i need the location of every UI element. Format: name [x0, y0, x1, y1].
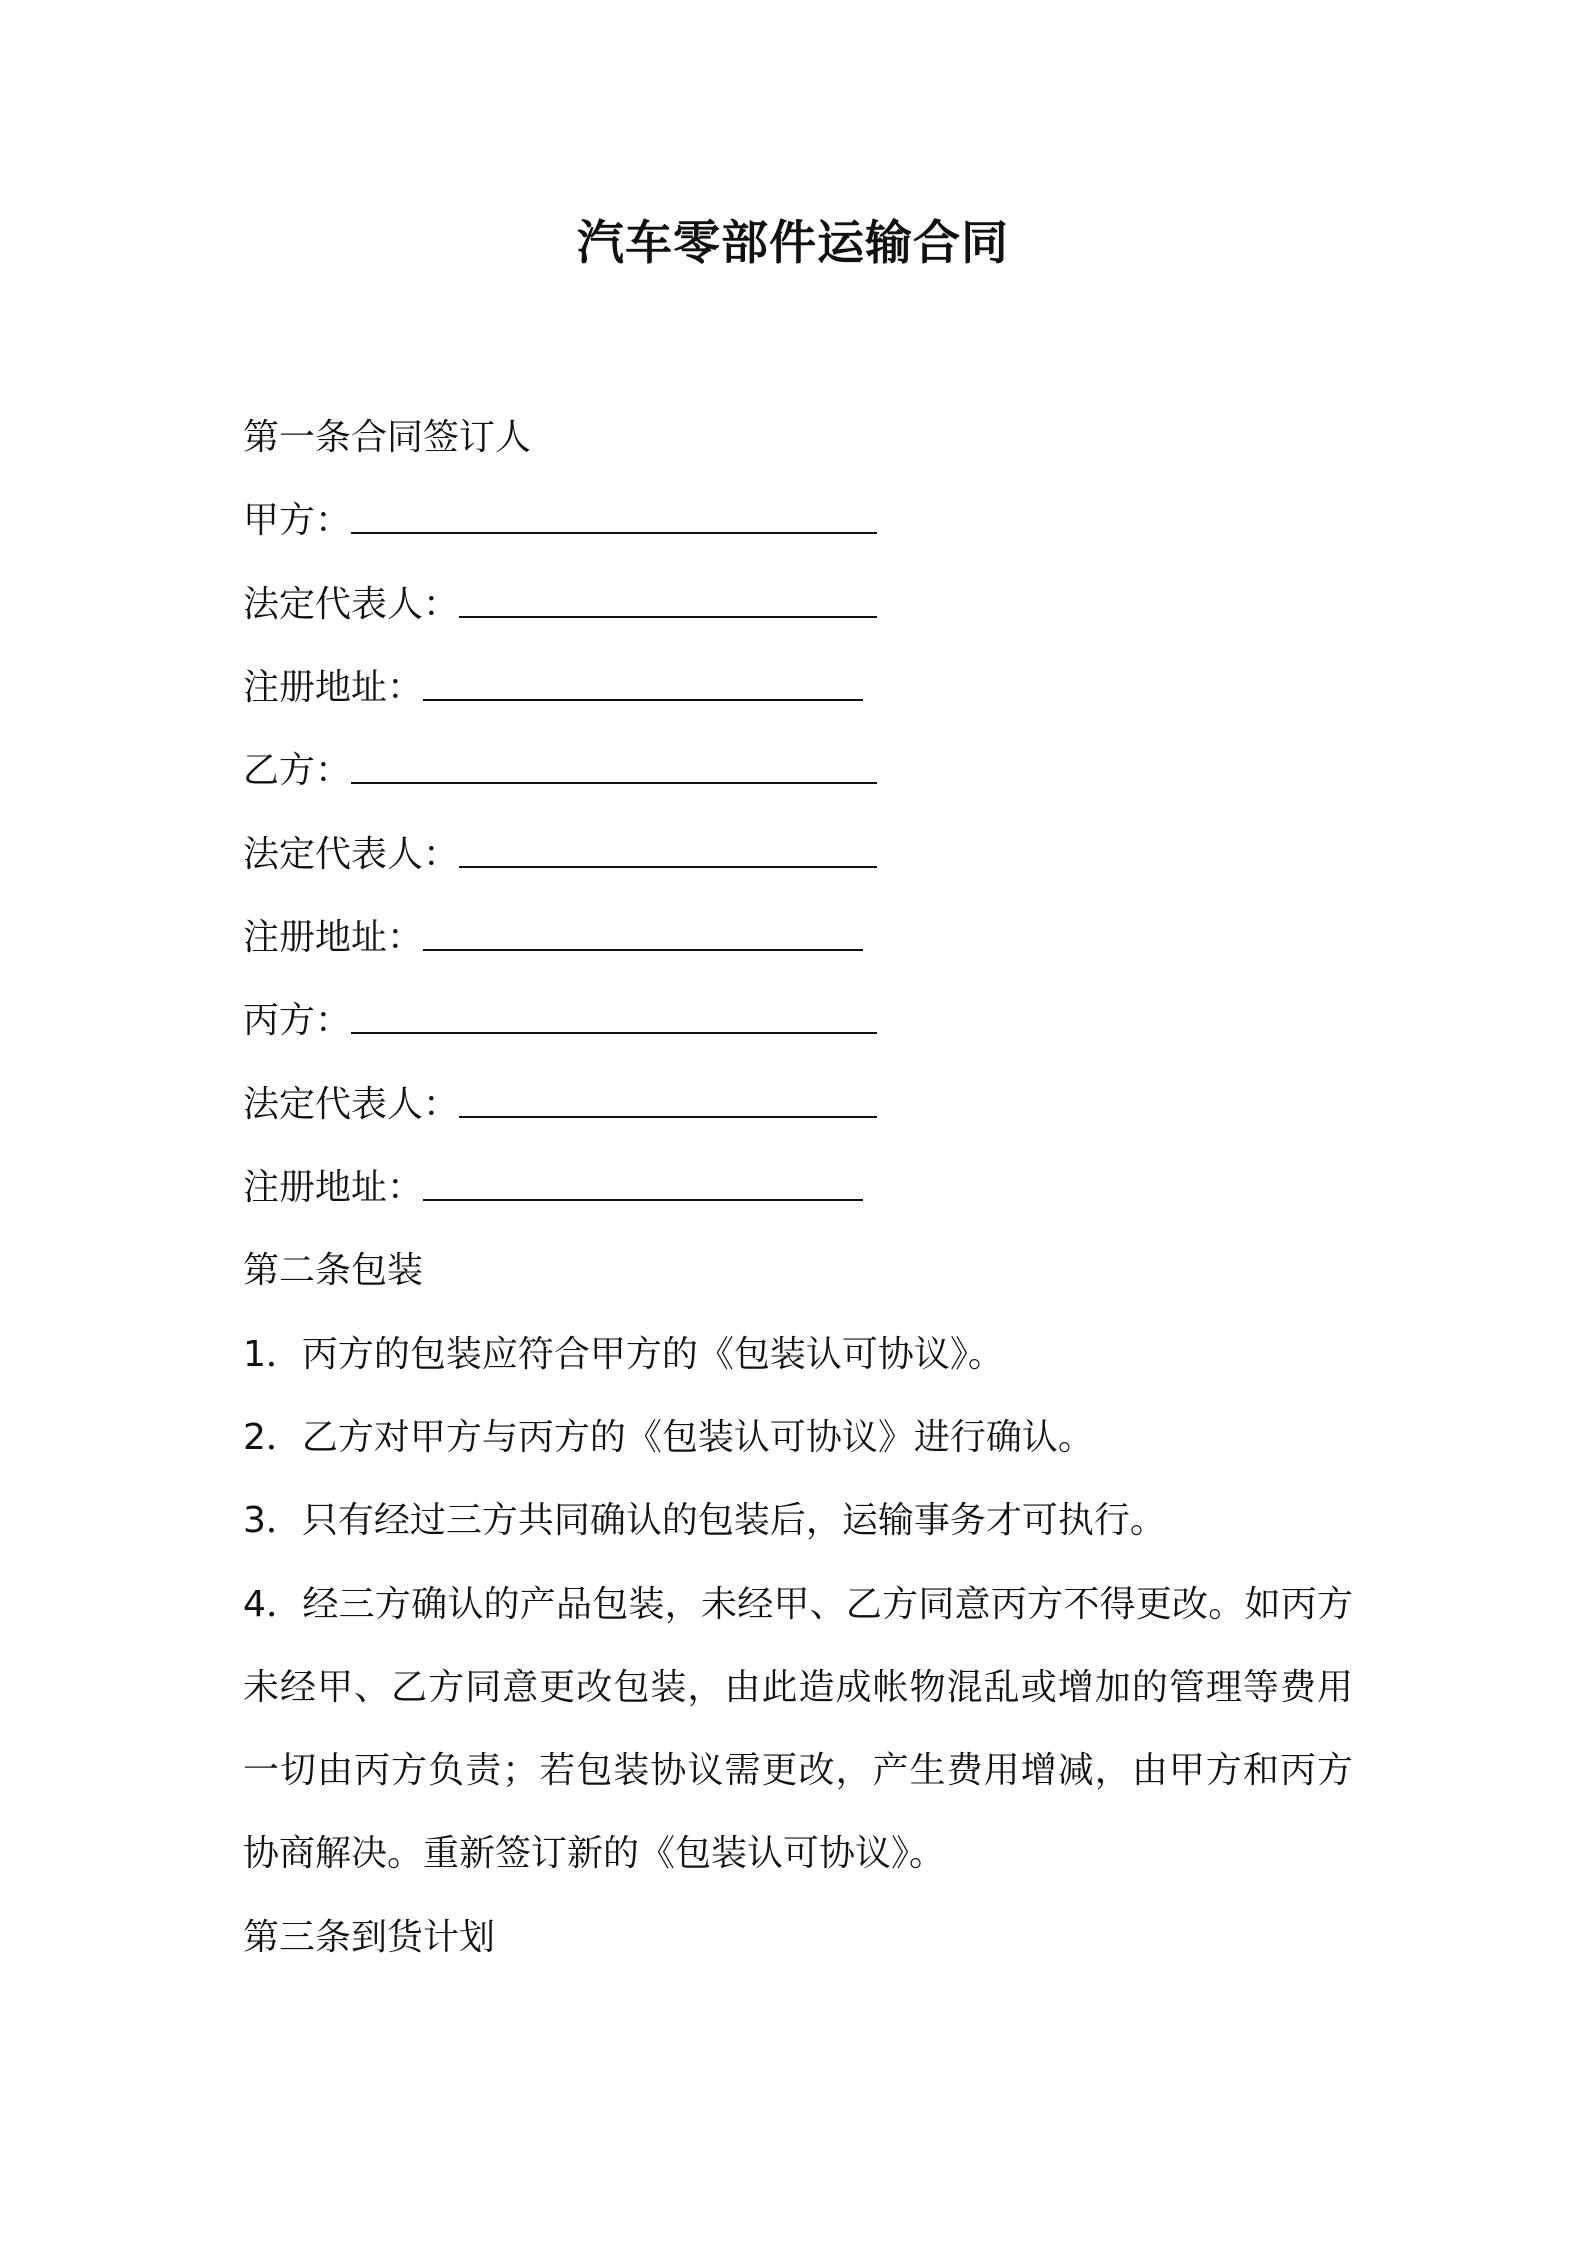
article-3-heading: 第三条到货计划	[243, 1917, 496, 1958]
party-c-representative-label: 法定代表人：	[243, 1084, 460, 1125]
party-a-address-blank-line	[423, 699, 863, 701]
party-b-address-field	[243, 913, 863, 963]
party-b-address-label: 注册地址：	[243, 917, 424, 958]
party-b-blank-line	[351, 782, 877, 784]
party-b-label: 乙方：	[243, 750, 352, 791]
article-1-heading: 第一条合同签订人	[243, 417, 532, 458]
party-b-representative-field	[243, 830, 877, 880]
party-a-address-label: 注册地址：	[243, 667, 424, 708]
party-c-address-field	[243, 1163, 863, 1213]
article-2-item-1: 1．丙方的包装应符合甲方的《包装认可协议》。	[243, 1334, 1004, 1375]
party-c-address-blank-line	[423, 1199, 863, 1201]
party-c-blank-line	[351, 1032, 877, 1034]
party-a-representative-blank-line	[459, 616, 877, 618]
party-b-representative-label: 法定代表人：	[243, 834, 460, 875]
article-2-item-4: 4．经三方确认的产品包装，未经甲、乙方同意丙方不得更改。如丙方未经甲、乙方同意更改包装，由此造成帐物混乱或增加的管理等费用一切由丙方负责；若包装协议需更改，产生费用增减，由甲方和丙方协商解决。重新签订新的《包装认可协议》。	[243, 1584, 1353, 1874]
party-b-address-blank-line	[423, 949, 863, 951]
document-title: 汽车零部件运输合同	[577, 216, 1009, 271]
party-a-label: 甲方：	[243, 500, 352, 541]
article-2-heading: 第二条包装	[243, 1250, 424, 1291]
party-a-representative-field	[243, 580, 877, 630]
party-a-blank-line	[351, 532, 877, 534]
party-c-representative-blank-line	[459, 1116, 877, 1118]
party-a-address-field	[243, 663, 863, 713]
article-2-item-3: 3．只有经过三方共同确认的包装后，运输事务才可执行。	[243, 1500, 1166, 1541]
party-c-address-label: 注册地址：	[243, 1167, 424, 1208]
party-a-field	[243, 496, 877, 546]
party-a-representative-label: 法定代表人：	[243, 584, 460, 625]
party-b-representative-blank-line	[459, 866, 877, 868]
party-c-field	[243, 996, 877, 1046]
article-2-item-2: 2．乙方对甲方与丙方的《包装认可协议》进行确认。	[243, 1417, 1094, 1458]
party-c-label: 丙方：	[243, 1000, 352, 1041]
party-c-representative-field	[243, 1080, 877, 1130]
party-b-field	[243, 746, 877, 796]
